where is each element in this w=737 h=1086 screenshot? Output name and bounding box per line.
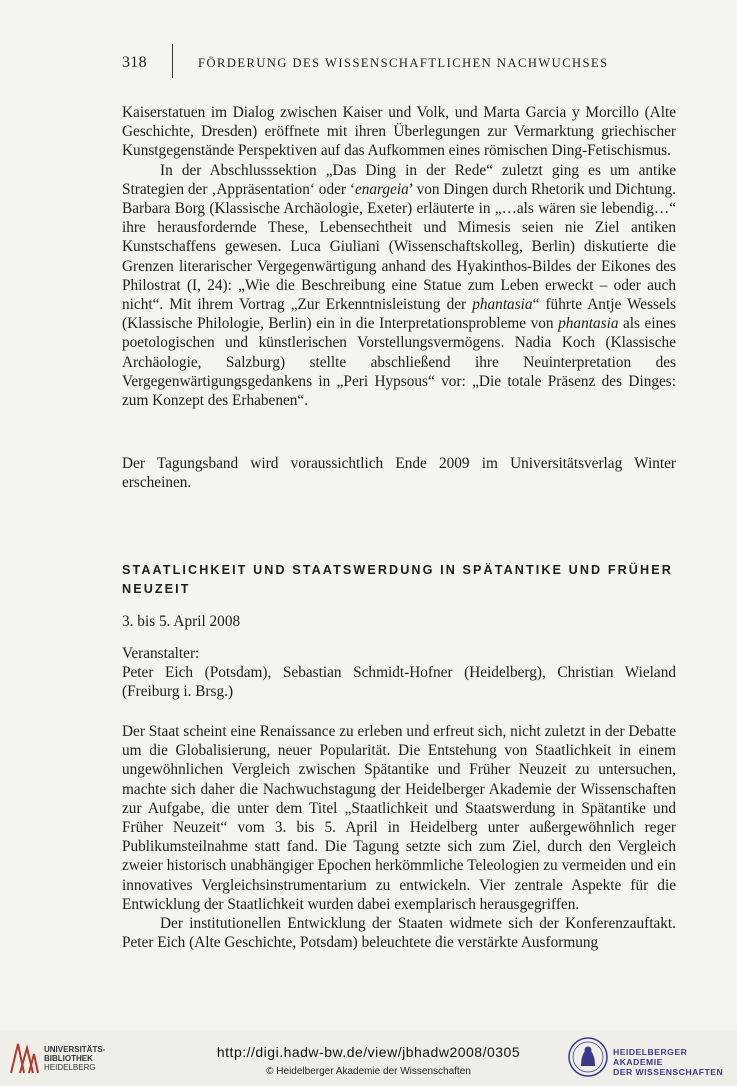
academy-seal-icon (568, 1037, 608, 1077)
paragraph: Der Staat scheint eine Renaissance zu erleben und erfreut sich, nicht zuletzt in der Debatte um die Globalisierung, neuer Popularität. Die Entstehung von Staatlichkeit in einem ungewöhnlichen Vergleich zwischen Spätantike und Früher Neuzeit zu untersuchen, machte sich daher die Nachwuchstagung der Heidelberger Akademie der Wissenschaften zur Aufgabe, die unter dem Titel „Staatlichkeit und Staatswerdung in Spätantike und Früher Neuzeit“ vom 3. bis 5. April in Heidelberg unter außergewöhnlich reger Publikumsteilnahme statt fand. Die Tagung setzte sich zum Ziel, durch den Vergleich zweier historisch unabhängiger Epochen herkömmliche Teleologien zu vermeiden und ein innovatives Vergleichsinstrumentarium zu entwickeln. Vier zentrale Aspekte für die Entwicklung der Staatlichkeit wurden dabei exemplarisch herausgegriffen. (122, 723, 676, 913)
paragraph: Der Tagungsband wird voraussichtlich Ende 2009 im Universitätsverlag Winter erscheinen. (122, 455, 676, 492)
university-library-name: UNIVERSITÄTS- BIBLIOTHEK HEIDELBERG (44, 1045, 106, 1072)
text-block-intro (122, 103, 676, 410)
paragraph: In der Abschlusssektion „Das Ding in der Rede“ zuletzt ging es um antike Strategien der ‚Appräsentation‘ oder ‘enargeia’ von Dingen durch Rhetorik und Dichtung. Barbara Borg (Klassische Archäologie, Exeter) erläuterte in „…als wären sie lebendig…“ ihre herausfordernde These, Lebensechtheit und Mimesis seien nie Ziel antiken Kunstschaffens gewesen. Luca Giuliani (Wissenschaftskolleg, Berlin) diskutierte die Grenzen literarischer Vergegenwärtigung anhand des Hyakinthos-Bildes der Eikones des Philostrat (I, 24): „Wie die Beschreibung eine Statue zum Leben erweckt – oder auch nicht“. Mit ihrem Vortrag „Zur Erkenntnisleistung der phantasia“ führte Antje Wessels (Klassische Philologie, Berlin) ein in die Interpretationsprobleme von phantasia als eines poetologischen und künstlerischen Vorstellungsvermögens. Nadia Koch (Klassische Archäologie, Salzburg) stellte abschließend ihre Neuinterpretation des Vergegenwärtigungsgedankens in „Peri Hypsous“ vor: „Die totale Präsenz des Dinges: zum Konzept des Erhabenen“. (122, 161, 676, 410)
copyright-notice: © Heidelberger Akademie der Wissenschaften (266, 1066, 471, 1077)
section-heading: STAATLICHKEIT UND STAATSWERDUNG IN SPÄTANTIKE UND FRÜHER NEUZEIT (122, 563, 673, 596)
conference-date: 3. bis 5. April 2008 (122, 613, 241, 630)
text-block-publication (122, 454, 676, 492)
paragraph: Kaiserstatuen im Dialog zwischen Kaiser und Volk, und Marta Garcia y Morcillo (Alte Geschichte, Dresden) eröffnete mit ihren Überlegungen zur Vermarktung griechischer Kunstgegenstände Perspektiven auf das Aufkommen eines römischen Ding-Fetischismus. (122, 104, 676, 160)
organizers-list: Peter Eich (Potsdam), Sebastian Schmidt-Hofner (Heidelberg), Christian Wieland (Freiburg i. Brsg.) (122, 664, 676, 701)
page-header (122, 54, 642, 74)
running-head: FÖRDERUNG DES WISSENSCHAFTLICHEN NACHWUCHSES (198, 56, 609, 70)
paragraph: Der institutionellen Entwicklung der Staaten widmete sich der Konferenzauftakt. Peter Eich (Alte Geschichte, Potsdam) beleuchtete die verstärkte Ausformung (122, 915, 676, 952)
organizers-block (122, 644, 676, 702)
page-number: 318 (122, 54, 147, 71)
organizers-label: Veranstalter: (122, 645, 200, 662)
digital-copy-link[interactable]: http://digi.hadw-bw.de/view/jbhadw2008/0305 (216, 1044, 521, 1060)
footer (0, 1030, 737, 1086)
text-block-report (122, 722, 676, 952)
header-divider (172, 44, 173, 78)
academy-name: HEIDELBERGER AKADEMIE DER WISSENSCHAFTEN (613, 1047, 724, 1077)
